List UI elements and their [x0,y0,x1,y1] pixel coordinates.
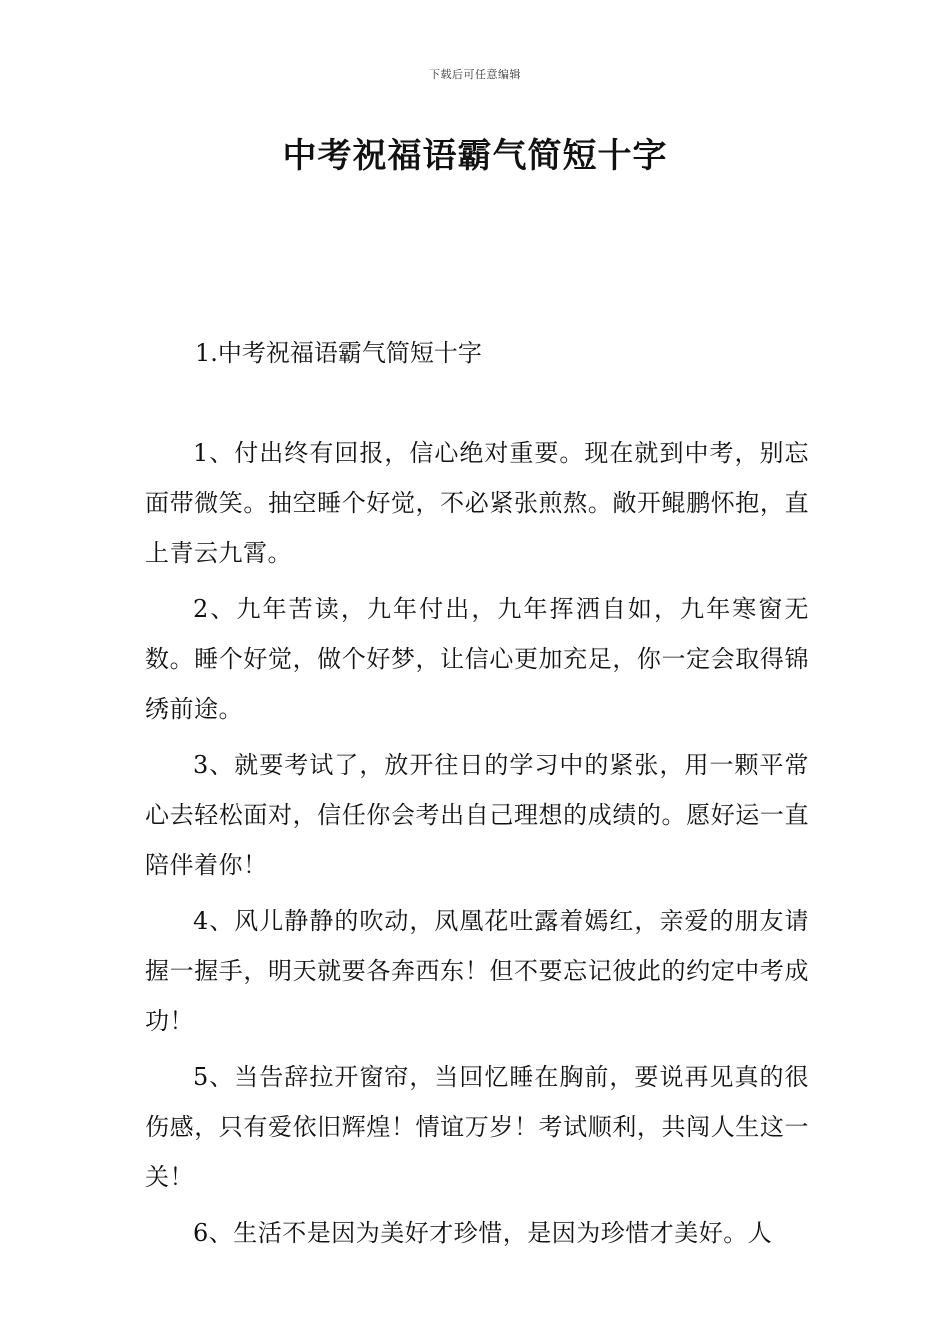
paragraph-5: 5、当告辞拉开窗帘，当回忆睡在胸前，要说再见真的很伤感，只有爱依旧辉煌！情谊万岁！考试顺利，共闯人生这一关！ [145,1063,809,1191]
paragraph-1: 1、付出终有回报，信心绝对重要。现在就到中考，别忘面带微笑。抽空睡个好觉，不必紧张煎熬。敞开鲲鹏怀抱，直上青云九霄。 [145,439,809,567]
document-body [145,428,809,1264]
header-note: 下载后可任意编辑 [429,68,521,81]
paragraph-6: 6、生活不是因为美好才珍惜，是因为珍惜才美好。人 [193,1219,773,1247]
paragraph-2: 2、九年苦读，九年付出，九年挥洒自如，九年寒窗无数。睡个好觉，做个好梦，让信心更加充足，你一定会取得锦绣前途。 [145,595,809,723]
document-title: 中考祝福语霸气简短十字 [282,136,668,176]
paragraph-3: 3、就要考试了，放开往日的学习中的紧张，用一颗平常心去轻松面对，信任你会考出自己理想的成绩的。愿好运一直陪伴着你！ [145,751,809,879]
paragraph-4: 4、风儿静静的吹动，凤凰花吐露着嫣红，亲爱的朋友请握一握手，明天就要各奔西东！但不要忘记彼此的约定中考成功！ [145,907,809,1035]
section-heading: 1.中考祝福语霸气简短十字 [195,339,482,367]
